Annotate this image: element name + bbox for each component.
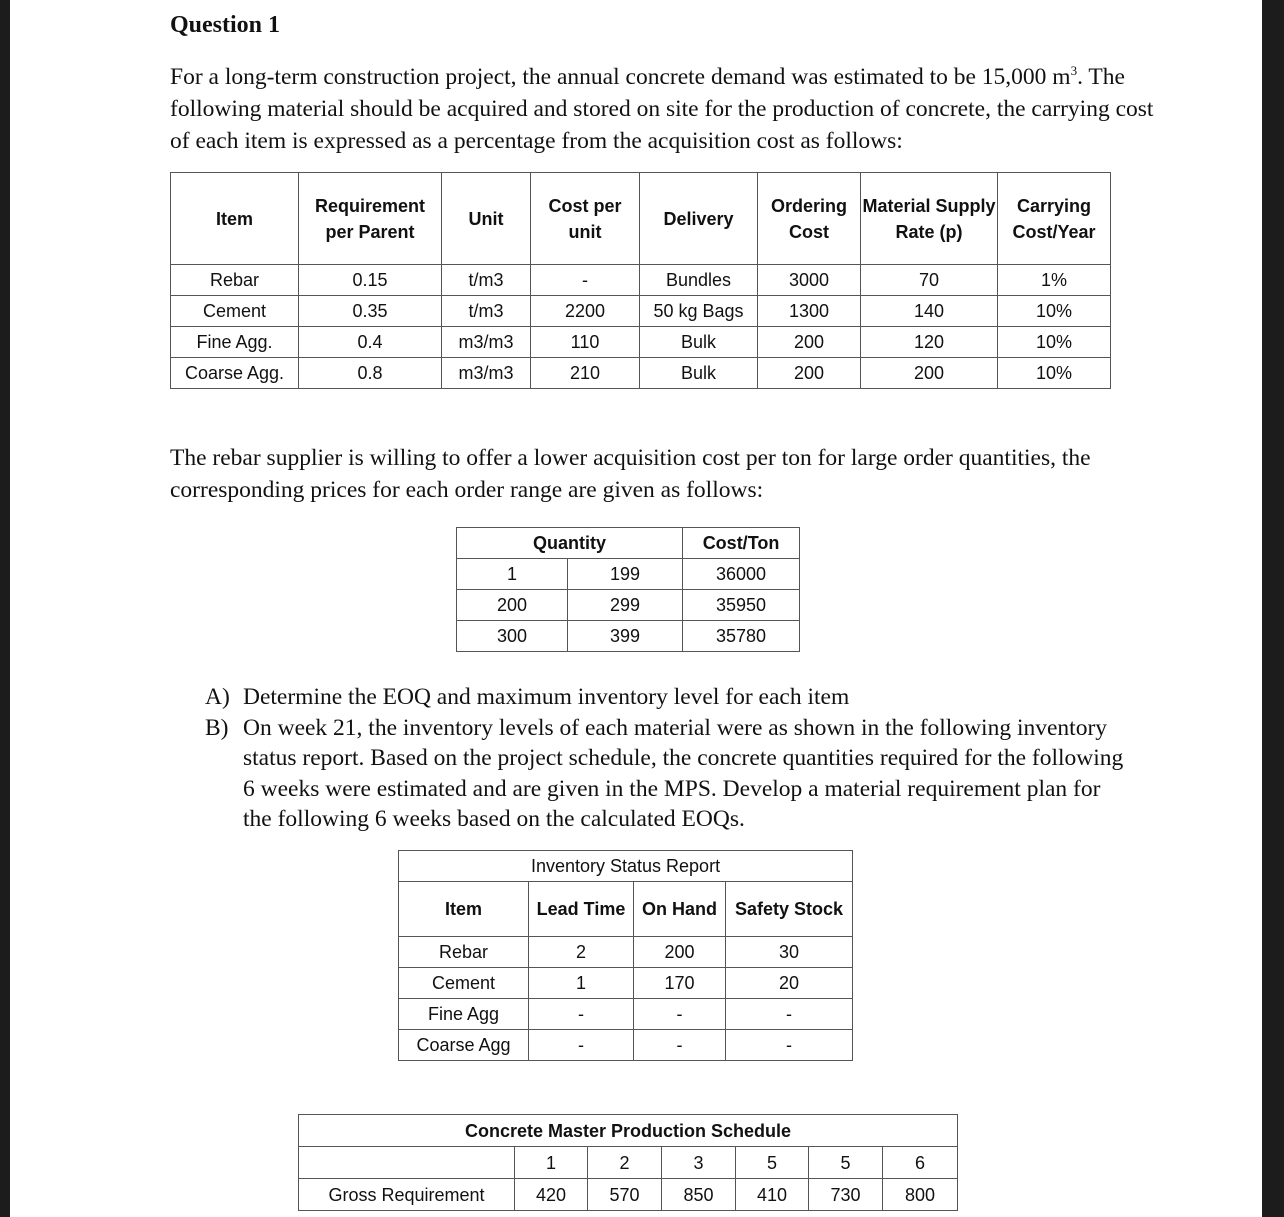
table-cell: 70 <box>861 265 998 296</box>
table-cell: 200 <box>758 327 861 358</box>
table-cell: t/m3 <box>442 296 531 327</box>
header-carrying: Carrying Cost/Year <box>998 173 1111 265</box>
header-supply-rate: Material Supply Rate (p) <box>861 173 998 265</box>
table-cell: 120 <box>861 327 998 358</box>
table-cell: 199 <box>568 559 683 590</box>
table-cell: 1 <box>457 559 568 590</box>
table-cell: m3/m3 <box>442 358 531 389</box>
table-cell: 1% <box>998 265 1111 296</box>
table-cell: 2200 <box>531 296 640 327</box>
discount-table <box>456 527 800 652</box>
header-cost: Cost per unit <box>531 173 640 265</box>
week-cell: 6 <box>883 1147 958 1179</box>
table-cell: - <box>634 999 726 1030</box>
table-row <box>399 1030 853 1061</box>
question-text: Determine the EOQ and maximum inventory level for each item <box>243 684 850 710</box>
header-ordering: Ordering Cost <box>758 173 861 265</box>
table-cell: - <box>529 999 634 1030</box>
header-quantity: Quantity <box>457 528 683 559</box>
table-cell: 0.8 <box>299 358 442 389</box>
row-label: Gross Requirement <box>299 1179 515 1211</box>
table-cell: 170 <box>634 968 726 999</box>
week-cell: 5 <box>736 1147 809 1179</box>
question-label: A) <box>205 684 230 710</box>
mps-title: Concrete Master Production Schedule <box>299 1115 958 1147</box>
table-cell: Cement <box>399 968 529 999</box>
table-cell: 1300 <box>758 296 861 327</box>
intro-paragraph <box>170 55 1170 157</box>
table-cell: m3/m3 <box>442 327 531 358</box>
header-unit: Unit <box>442 173 531 265</box>
gross-requirement-cell: 570 <box>588 1179 662 1211</box>
table-cell: Fine Agg <box>399 999 529 1030</box>
table-row <box>399 968 853 999</box>
header-item: Item <box>171 173 299 265</box>
header-lead-time: Lead Time <box>529 882 634 937</box>
question-list <box>205 682 1125 835</box>
table-row <box>171 296 1111 327</box>
table-cell: 210 <box>531 358 640 389</box>
table-row <box>457 621 800 652</box>
table-cell: 2 <box>529 937 634 968</box>
header-cost-ton: Cost/Ton <box>683 528 800 559</box>
table-row <box>171 265 1111 296</box>
gross-requirement-cell: 410 <box>736 1179 809 1211</box>
table-cell: 30 <box>726 937 853 968</box>
table-cell: 399 <box>568 621 683 652</box>
table-cell: 10% <box>998 358 1111 389</box>
question-text: On week 21, the inventory levels of each material were as shown in the following inventory status report. Based on the project schedule, the concrete quantities required for the following 6 weeks were estimated and are given in the MPS. Develop a material requirement plan for the following 6 weeks based on the calculated EOQs. <box>243 714 1124 832</box>
table-cell: Coarse Agg <box>399 1030 529 1061</box>
table-cell: Coarse Agg. <box>171 358 299 389</box>
week-cell: 3 <box>662 1147 736 1179</box>
table-row <box>399 999 853 1030</box>
table-row <box>457 590 800 621</box>
table-cell: - <box>726 1030 853 1061</box>
table-cell: 200 <box>634 937 726 968</box>
question-label: B) <box>205 714 229 741</box>
header-on-hand: On Hand <box>634 882 726 937</box>
gross-requirement-cell: 800 <box>883 1179 958 1211</box>
table-cell: 300 <box>457 621 568 652</box>
table-cell: 200 <box>861 358 998 389</box>
question-b <box>205 713 1125 835</box>
table-cell: - <box>634 1030 726 1061</box>
week-cell: 5 <box>809 1147 883 1179</box>
table-cell: Rebar <box>399 937 529 968</box>
table-cell: 0.4 <box>299 327 442 358</box>
table-cell: 10% <box>998 296 1111 327</box>
table-row <box>171 358 1111 389</box>
question-a <box>205 682 1125 713</box>
gross-requirement-cell: 730 <box>809 1179 883 1211</box>
table-cell: - <box>726 999 853 1030</box>
inventory-title: Inventory Status Report <box>399 851 853 882</box>
intro-text: For a long-term construction project, the annual concrete demand was estimated to be 15,000 m <box>170 63 1071 90</box>
table-cell: 0.15 <box>299 265 442 296</box>
table-cell: - <box>529 1030 634 1061</box>
question-title: Question 1 <box>170 12 281 38</box>
superscript: 3 <box>1070 63 1078 78</box>
inventory-table <box>398 850 853 1061</box>
table-row <box>457 559 800 590</box>
header-delivery: Delivery <box>640 173 758 265</box>
table-cell: t/m3 <box>442 265 531 296</box>
gross-requirement-cell: 420 <box>515 1179 588 1211</box>
table-cell: 200 <box>457 590 568 621</box>
gross-requirement-cell: 850 <box>662 1179 736 1211</box>
empty-cell <box>299 1147 515 1179</box>
header-item: Item <box>399 882 529 937</box>
table-cell: Bulk <box>640 327 758 358</box>
header-requirement: Requirement per Parent <box>299 173 442 265</box>
table-cell: Fine Agg. <box>171 327 299 358</box>
table-cell: - <box>531 265 640 296</box>
table-cell: 36000 <box>683 559 800 590</box>
table-row <box>399 937 853 968</box>
table-cell: 140 <box>861 296 998 327</box>
table-cell: 110 <box>531 327 640 358</box>
mps-table <box>298 1114 958 1211</box>
table-cell: 20 <box>726 968 853 999</box>
materials-table <box>170 172 1111 389</box>
table-cell: Rebar <box>171 265 299 296</box>
table-row <box>171 327 1111 358</box>
table-cell: 10% <box>998 327 1111 358</box>
header-safety-stock: Safety Stock <box>726 882 853 937</box>
table-cell: 0.35 <box>299 296 442 327</box>
table-cell: 299 <box>568 590 683 621</box>
table-cell: 3000 <box>758 265 861 296</box>
table-cell: 50 kg Bags <box>640 296 758 327</box>
table-cell: 200 <box>758 358 861 389</box>
intro-text-cont: . The following material should be acquired and stored on site for the production of concrete, the carrying cost of each item is expressed as a percentage from the acquisition cost as follows: <box>170 63 1154 154</box>
table-cell: 35780 <box>683 621 800 652</box>
week-cell: 2 <box>588 1147 662 1179</box>
table-cell: Bulk <box>640 358 758 389</box>
table-cell: 35950 <box>683 590 800 621</box>
table-cell: Cement <box>171 296 299 327</box>
table-cell: Bundles <box>640 265 758 296</box>
table-cell: 1 <box>529 968 634 999</box>
week-cell: 1 <box>515 1147 588 1179</box>
rebar-paragraph: The rebar supplier is willing to offer a lower acquisition cost per ton for large order quantities, the corresponding prices for each order range are given as follows: <box>170 445 1091 503</box>
